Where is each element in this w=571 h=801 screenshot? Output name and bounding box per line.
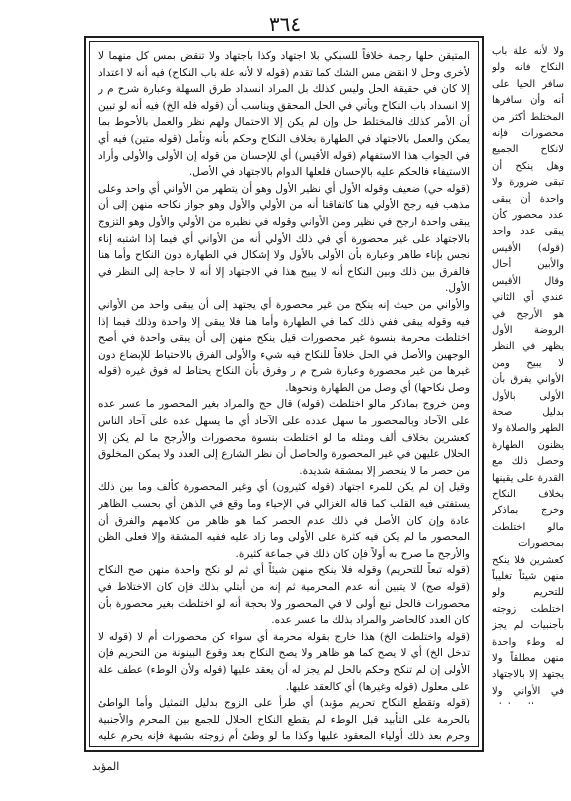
main-paragraph: ومن خروج بماذكر مالو اختلطت (قوله) قال حج والمراد بغير المحصور ما عسر عده على الآحاد وبالمحصور ما سهل عدده على الآحاد أي ما يسهل عده على آحاد الناس كعشرين بخلاف ألف ومثله ما لو اختلطت بنسوة محصورات والأرجح ما لم يكن إلا الحلال عليهن في غير المحصورة والحاصل أن نظر الشارع إلى العدد ولا يمكن المخلوق من حصر ما لا ينحصر إلا بمشقة شديدة. bbox=[98, 398, 470, 477]
page-header bbox=[90, 12, 480, 38]
main-paragraph: والأواني من حيث إنه ينكح من غير محصورة أي يجتهد إلى أن يبقى واحد من الأواني فيه وقوله يبقى ففي ذلك كما في الطهارة وأما هنا فلا يبقى إلا واحدة وذلك فيما إذا اختلطت محرمة بنسوة غير محصورات قيل ينكح منهن إلى أن يبقى واحدة في أصح الوجهين والأصل في الحل خلافاً للنكاح فيه شيء والأولى الفرق بالاحتياط للإبضاع دون غيرها من غير محصورة وعبارة شرح م ر وفرق بأن النكاح يحتاط له فوق غيره (قوله وصل نكاحها) أي وصل من الطهارة ونحوها. bbox=[98, 298, 470, 394]
margin-paragraph: ولا لأنه علة باب النكاح فانه ولو سافر الحيا على أنه وأن سافرها المختلط أكثر من محصورات فإنه لانكاح الجميع وهل ينكح أن تبقى ضرورة ولا واحدة أن يبقى عدد محصور كأن يبقى عدد واحد (قوله) الأقيس والأبين أحال وقال الأقيس عندي أي الثاني هو الأرجح في الروضة الأول يظهر في النظر لا يبيح ومن الأواني يفرق بأن الأولى بالأول بدليل صحة الطهر والصلاة ولا يظنون الطهارة وحصل ذلك مع القدرة على يقينها بخلاف النكاح وخرج بماذكر مالو اختلطت بمحصورات كعشرين فلا ينكح منهن شيئاً تغليباً للتحريم ولو اختلطت زوجته بأجنبيات لم يجز له وطء واحدة منهن مطلقاً ولا يجتهد إلا بالاجتهاد في الأواني ولا bbox=[492, 46, 564, 697]
main-paragraph: المتيقن حلها رجمة خلافاً للسبكي بلا اجتهاد وكذا باجتهاد ولا تنقض بمس كل منهما لا لأخرى وحل لا انقض مس الشك كما تقدم (قوله لا لأنه علة باب النكاح) فيه أنه لا اعتداد إلا كان في حقيقة الحل وليس كذلك بل المراد انسداد طرق السهلة وعبارة شرح م ر إلا انسداد باب النكاح ويأتي في الحل المحقق ويناسب أن (قوله فله الخ) فيه أنه لو تبين أن الأمر كذلك فالمختلط حل وإن لم يكن إلا الاحتمال ولهم نظر والعمل بالأحوط بما يمكن والعمل بالاجتهاد في الطهارة بخلاف النكاح وحكم بأنه وتأمل (قوله متين) فيه أي في الجواب هذا الاستفهام (قوله الأقيس) أي للإحسان من قوله إن الأولى والأولى وأراد الاستيفاء فالحكم عليه بالإحسان فلعلها الدوام بالاجتهاد في الأصل. bbox=[98, 50, 470, 179]
main-paragraph: وقيل إن لم يكن للمرء اجتهاد (قوله كثيرون) أي وغير المحصورة كألف وما بين ذلك يستفتى فيه القلب كما قاله الغزالي في الإحياء وما وقع في الذهن أي بحسب الظاهر عادة وإن كان الأصل في ذلك عدم الحصر كما هو ظاهر من كلامهم والفرق أن المحصور ما لم يكن فيه كثرة على الأولى وما زاد عليه ففيه المشقة وإلا فعلى الظن والأرجح ما صرح به أولاً فإن كان ذلك في جماعة كثيرة. bbox=[98, 481, 470, 560]
main-text-frame bbox=[84, 36, 484, 752]
margin-text-block bbox=[492, 44, 564, 704]
catchword: المؤبد bbox=[92, 760, 120, 773]
main-paragraph: (قوله حي) ضعيف وقوله الأول أي نظير الأول وهو أن يتطهر من الأواني أي واحد وعلى مذهب فيه رجح الأولي هنا كاتفاقنا أنه من الأولي والأول وهو جواز نكاحه منهن إلى أن يبقى واحدة ارجح في نظير ومن الأواني وقوله في نظيره من الأولي والأول وهو التزوج بالاجتهاد على غير محصورة أي في ذلك الأولي أنه من الأواني أي فيما إذا اشتبه إناء نجس بإناء طاهر وعبارة بأن الأولى بالأول ولا إشكال في الطهارة دون النكاح وأما هنا فالفرق بين ذلك وبين النكاح أنه لا يبيح هذا في الاجتهاد إلا أنه لا حاجة إلى النظر في الأول. bbox=[98, 182, 470, 295]
main-paragraph: (قوله وتقطع النكاح تحريم مؤبد) أي طرأ على الزوج بدليل التمثيل وأما الواطئ بالحرمة على التأبيد قبل الوطء لم يقطع النكاح الحلال للجمع بين المحرم والأجنبية وحرم بعد ذلك أولياء المعقود عليها وكذا ما لو وطئ أم زوجته بشبهة فإنه يحرم عليه bbox=[98, 697, 470, 742]
page-number: ٣٦٤ bbox=[268, 12, 302, 36]
main-text-block bbox=[98, 48, 470, 742]
main-paragraph: (قوله واختلطت الخ) هذا خارج بقوله محرمة أي سواء كن محصورات أم لا (قوله لا تدخل الخ) أي لا يصح كما هو ظاهر ولا يصح النكاح بعد وقوع البينونة من التحريم فإن الأولى إن لم تنكح وحكم بالحل لم يجز له أن يعقد عليها (قوله ولأن الوطء) عطف علة على معلول (قوله وغيرها) أي كالعقد عليها. bbox=[98, 630, 470, 693]
main-paragraph: (قوله تبعاً للتحريم) وقوله فلا ينكح منهن شيئاً أي ثم لو نكح واحدة منهن صح النكاح (قوله صح) لا يتبين أنه عدم المحرمية ثم إنه من أبتلي بذلك فإن كان الاختلاط في محصورات فالحل تبع أولى لا في المحصور ولا بحجة أنه لو اختلطت بغير محصورة بأن كان العدد كالحاضر والمراد بذلك ما عسر عده. bbox=[98, 564, 470, 627]
